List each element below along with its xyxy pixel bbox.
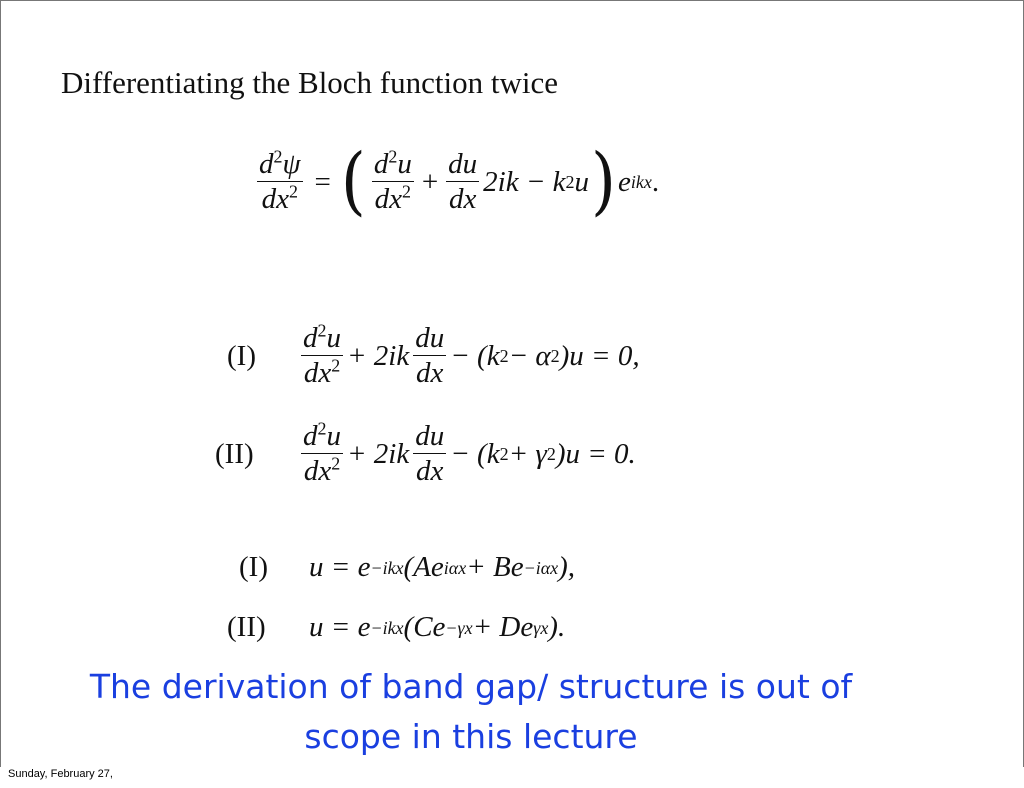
solution-label-2: (II) [227,611,266,643]
lhs-fraction [257,146,303,216]
f1-den-sup: 2 [402,181,411,202]
solution-row-1: (I) u = e −ikx (Ae iαx + Be −iαx ), [239,551,576,583]
sol2-c: + De [472,611,534,643]
equals-sign: = [314,165,331,198]
f1-den: dx [374,183,403,216]
de1-num: d [303,322,318,354]
sol2-a: u = e [309,611,371,643]
de2-mid: + 2ik [346,437,410,470]
de1-f-num: du [415,322,445,354]
exp-base: e [618,165,631,198]
de2-den: dx [303,455,332,488]
note-line-1: The derivation of band gap/ structure is out of [89,667,853,706]
mid-tail: u [574,165,590,198]
de-label-1: (I) [227,339,256,372]
f1-num-tail: u [397,148,412,180]
de1-fraction [301,320,343,390]
de1-den: dx [303,357,332,390]
lhs-den: dx [261,183,289,216]
de2-den-sup: 2 [331,453,341,474]
de2-fraction [301,418,343,488]
de1-den-sup: 2 [331,355,341,376]
f2-num: du [448,148,478,180]
solution-label-1: (I) [239,551,268,583]
de2-num: d [303,420,318,452]
equation-end: . [651,165,660,198]
sol2-d: ). [548,611,566,643]
de-label-2: (II) [215,437,254,470]
de1-mid: + 2ik [346,339,410,372]
de2-num-sup: 2 [317,418,327,439]
de2-num-tail: u [326,420,341,452]
bloch-second-derivative-equation: $\frac{d^2\psi}{dx^2}$ = ( $\frac{d^2u}{dx^2}$ + $\frac{du}{dx}$ 2ik − k 2 u ) e ikx . [259,139,660,225]
sol1-d: ), [558,551,576,583]
de1-f-den: dx [416,357,444,390]
sol2-b: (Ce [403,611,446,643]
first-fraction [372,146,414,216]
f1-num: d [373,148,389,180]
de2-tail-c: )u = 0. [555,437,636,470]
de1-tail-a: − (k [450,339,500,372]
sol1-a: u = e [309,551,371,583]
de1-du-fraction [413,323,446,390]
note-line-2: scope in this lecture [304,717,638,756]
lhs-num-tail: ψ [282,148,301,180]
de2-du-fraction [413,421,446,488]
f1-num-sup: 2 [388,146,398,167]
sol1-c: + Be [466,551,524,583]
de1-tail-b: − α [508,339,551,372]
f2-den: dx [448,183,477,216]
de2-f-num: du [415,420,445,452]
de1-tail-c: )u = 0, [559,339,640,372]
solution-row-2: (II) u = e −ikx (Ce −γx + De γx ). [227,611,566,643]
de-row-1: (I) $\frac{d^2u}{dx^2}$ + 2ik $\frac{du}{dx}$ − (k 2 − α 2 )u = 0, [227,320,640,390]
de2-f-den: dx [416,455,444,488]
de-row-2: (II) $\frac{d^2u}{dx^2}$ + 2ik $\frac{du}{dx}$ − (k 2 + γ 2 )u = 0. [215,418,636,488]
footer-date: Sunday, February 27, [8,768,113,780]
slide-heading: Differentiating the Bloch function twice [61,65,558,100]
de2-tail-b: + γ [508,437,547,470]
de1-num-sup: 2 [317,320,327,341]
right-paren: ) [591,139,616,225]
left-paren: ( [340,139,366,225]
lhs-den-sup: 2 [288,181,298,202]
second-fraction [446,149,479,216]
de1-num-tail: u [326,322,341,354]
lhs-num-sup: 2 [273,146,283,167]
lhs-num: d [259,148,274,180]
de2-tail-a: − (k [450,437,500,470]
sol1-b: (Ae [403,551,444,583]
mid-term: 2ik − k [483,165,566,198]
footer-bar [0,767,1024,788]
plus-sign: + [421,165,439,198]
